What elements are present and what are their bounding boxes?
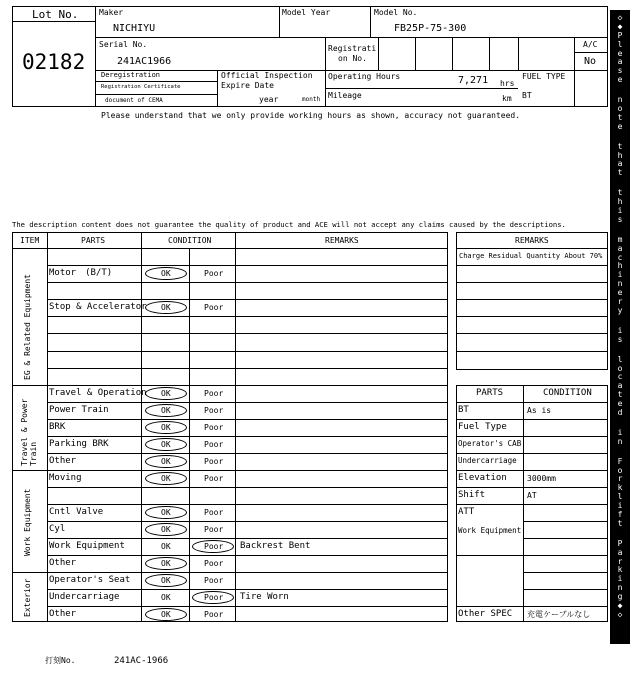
condition-poor: Poor — [204, 269, 224, 278]
month-label: month — [302, 96, 321, 103]
poor-selected-circle — [192, 540, 234, 553]
part-label: Moving — [49, 473, 82, 483]
ok-selected-circle — [145, 404, 187, 417]
inspection-label: Official Inspection — [221, 71, 313, 80]
right-col-parts: PARTS — [476, 388, 504, 398]
part-label: Parking BRK — [49, 439, 109, 449]
serial-label: Serial No. — [99, 40, 148, 49]
part-label: Power Train — [49, 405, 109, 415]
part-label: Motor (B/T) — [49, 268, 113, 278]
condition-ok: OK — [161, 440, 171, 449]
ok-selected-circle — [145, 421, 187, 434]
group-travel: Travel & Power Train — [20, 398, 38, 466]
part-label: Other — [49, 456, 77, 466]
km-label: km — [502, 94, 512, 103]
poor-selected-circle — [192, 591, 234, 604]
condition-table — [12, 232, 448, 622]
condition-ok: OK — [161, 474, 171, 483]
condition-ok: OK — [161, 610, 171, 619]
fuel-type-value: BT — [522, 91, 532, 100]
remark-text: Backrest Bent — [240, 541, 311, 551]
condition-poor: Poor — [204, 610, 224, 619]
part-label: Cyl — [49, 524, 66, 534]
ok-selected-circle — [145, 387, 187, 400]
ok-selected-circle — [145, 267, 187, 280]
group-work: Work Equipment — [23, 488, 32, 556]
disclaimer: The description content does not guarantee the quality of product and ACE will not accept any claims caused by the descriptions. — [12, 220, 566, 229]
right-remarks-line1: Charge Residual Quantity About 70% — [459, 252, 603, 260]
part-label: Work Equipment — [49, 541, 125, 551]
condition-ok: OK — [161, 559, 171, 568]
right-part-label: Undercarriage — [458, 456, 517, 465]
ok-selected-circle — [145, 438, 187, 451]
part-label: Cntl Valve — [49, 507, 104, 517]
condition-poor: Poor — [204, 576, 224, 585]
ok-selected-circle — [145, 557, 187, 570]
cema-label: document of CEMA — [105, 97, 163, 104]
maker-value: NICHIYU — [113, 23, 156, 34]
right-part-condition: 充電ケーブルなし — [527, 610, 591, 619]
stamp-value: 241AC-1966 — [114, 656, 169, 666]
ok-selected-circle — [145, 301, 187, 314]
hours-notice: Please understand that we only provide working hours as shown, accuracy not guaranteed. — [101, 111, 521, 120]
registration-label-2: on No. — [338, 54, 367, 63]
location-note-banner — [610, 10, 630, 644]
condition-ok: OK — [161, 542, 171, 551]
right-part-label: Fuel Type — [458, 422, 507, 432]
deregistration-label: Deregistration — [101, 71, 161, 79]
ok-selected-circle — [145, 455, 187, 468]
registration-label: Registrati — [328, 44, 377, 53]
operating-hours-value: 7,271 — [458, 75, 489, 86]
remark-text: Tire Worn — [240, 592, 289, 602]
lot-number: 02182 — [22, 50, 86, 74]
operating-hours-label: Operating Hours — [328, 72, 401, 81]
condition-ok: OK — [161, 389, 171, 398]
condition-poor: Poor — [204, 559, 224, 568]
ok-selected-circle — [145, 523, 187, 536]
group-exterior: Exterior — [23, 578, 32, 617]
lot-label: Lot No. — [32, 8, 79, 21]
right-part-label: Other SPEC — [458, 609, 513, 619]
model-year-label: Model Year — [282, 8, 331, 17]
location-note-text: ◇ ◆ P l e a s e n o t e t h a t t h i s m a c h i n e r y i s l o c a t e d i n F o r k l i f t P a r k i n g ◆ ◇ — [617, 13, 623, 619]
right-part-label: ATT — [458, 507, 475, 517]
right-col-condition: CONDITION — [543, 388, 592, 398]
col-item: ITEM — [20, 236, 40, 245]
part-label: Other — [49, 609, 77, 619]
right-part-label: Work Equipment — [458, 526, 522, 535]
condition-poor: Poor — [204, 303, 224, 312]
condition-poor: Poor — [204, 508, 224, 517]
col-remarks: REMARKS — [325, 236, 359, 245]
condition-poor: Poor — [204, 457, 224, 466]
ac-value: No — [584, 56, 597, 67]
part-label: BRK — [49, 422, 66, 432]
stamp-label: 打刻No. — [45, 656, 76, 665]
condition-poor: Poor — [204, 389, 224, 398]
condition-poor: Poor — [204, 542, 224, 551]
ok-selected-circle — [145, 574, 187, 587]
condition-ok: OK — [161, 508, 171, 517]
inspection-label-2: Expire Date — [221, 81, 274, 90]
condition-poor: Poor — [204, 593, 224, 602]
condition-ok: OK — [161, 525, 171, 534]
condition-ok: OK — [161, 269, 171, 278]
condition-poor: Poor — [204, 440, 224, 449]
year-label: year — [259, 95, 279, 104]
condition-ok: OK — [161, 423, 171, 432]
ok-selected-circle — [145, 608, 187, 621]
model-no-label: Model No. — [374, 8, 418, 17]
right-part-label: Elevation — [458, 473, 507, 483]
condition-poor: Poor — [204, 406, 224, 415]
right-part-label: BT — [458, 405, 469, 415]
condition-ok: OK — [161, 593, 171, 602]
model-no-value: FB25P-75-300 — [394, 23, 467, 34]
mileage-label: Mileage — [328, 91, 362, 100]
right-part-condition: AT — [527, 491, 537, 500]
condition-ok: OK — [161, 457, 171, 466]
condition-poor: Poor — [204, 525, 224, 534]
right-part-label: Shift — [458, 490, 486, 500]
right-part-condition: As is — [527, 406, 552, 415]
right-part-label: Operator's CAB — [458, 439, 522, 448]
col-parts: PARTS — [81, 236, 106, 245]
part-label: Travel & Operation — [49, 388, 147, 398]
group-eg: EG & Related Equipment — [23, 274, 32, 380]
part-label: Undercarriage — [49, 592, 120, 602]
ac-label: A/C — [583, 40, 598, 49]
fuel-type-label: FUEL TYPE — [522, 72, 566, 81]
part-label: Operator's Seat — [49, 575, 131, 585]
right-remarks-header: REMARKS — [515, 236, 549, 245]
registration-certificate-label: Registration Certificate — [101, 84, 181, 90]
part-label: Stop & Accelerator — [49, 302, 147, 312]
maker-label: Maker — [99, 8, 124, 17]
condition-ok: OK — [161, 303, 171, 312]
right-part-condition: 3000mm — [527, 474, 556, 483]
serial-value: 241AC1966 — [117, 56, 172, 67]
condition-ok: OK — [161, 406, 171, 415]
hrs-label: hrs — [500, 79, 515, 88]
condition-poor: Poor — [204, 474, 224, 483]
condition-ok: OK — [161, 576, 171, 585]
part-label: Other — [49, 558, 77, 568]
condition-poor: Poor — [204, 423, 224, 432]
col-condition: CONDITION — [168, 236, 212, 245]
ok-selected-circle — [145, 506, 187, 519]
ok-selected-circle — [145, 472, 187, 485]
